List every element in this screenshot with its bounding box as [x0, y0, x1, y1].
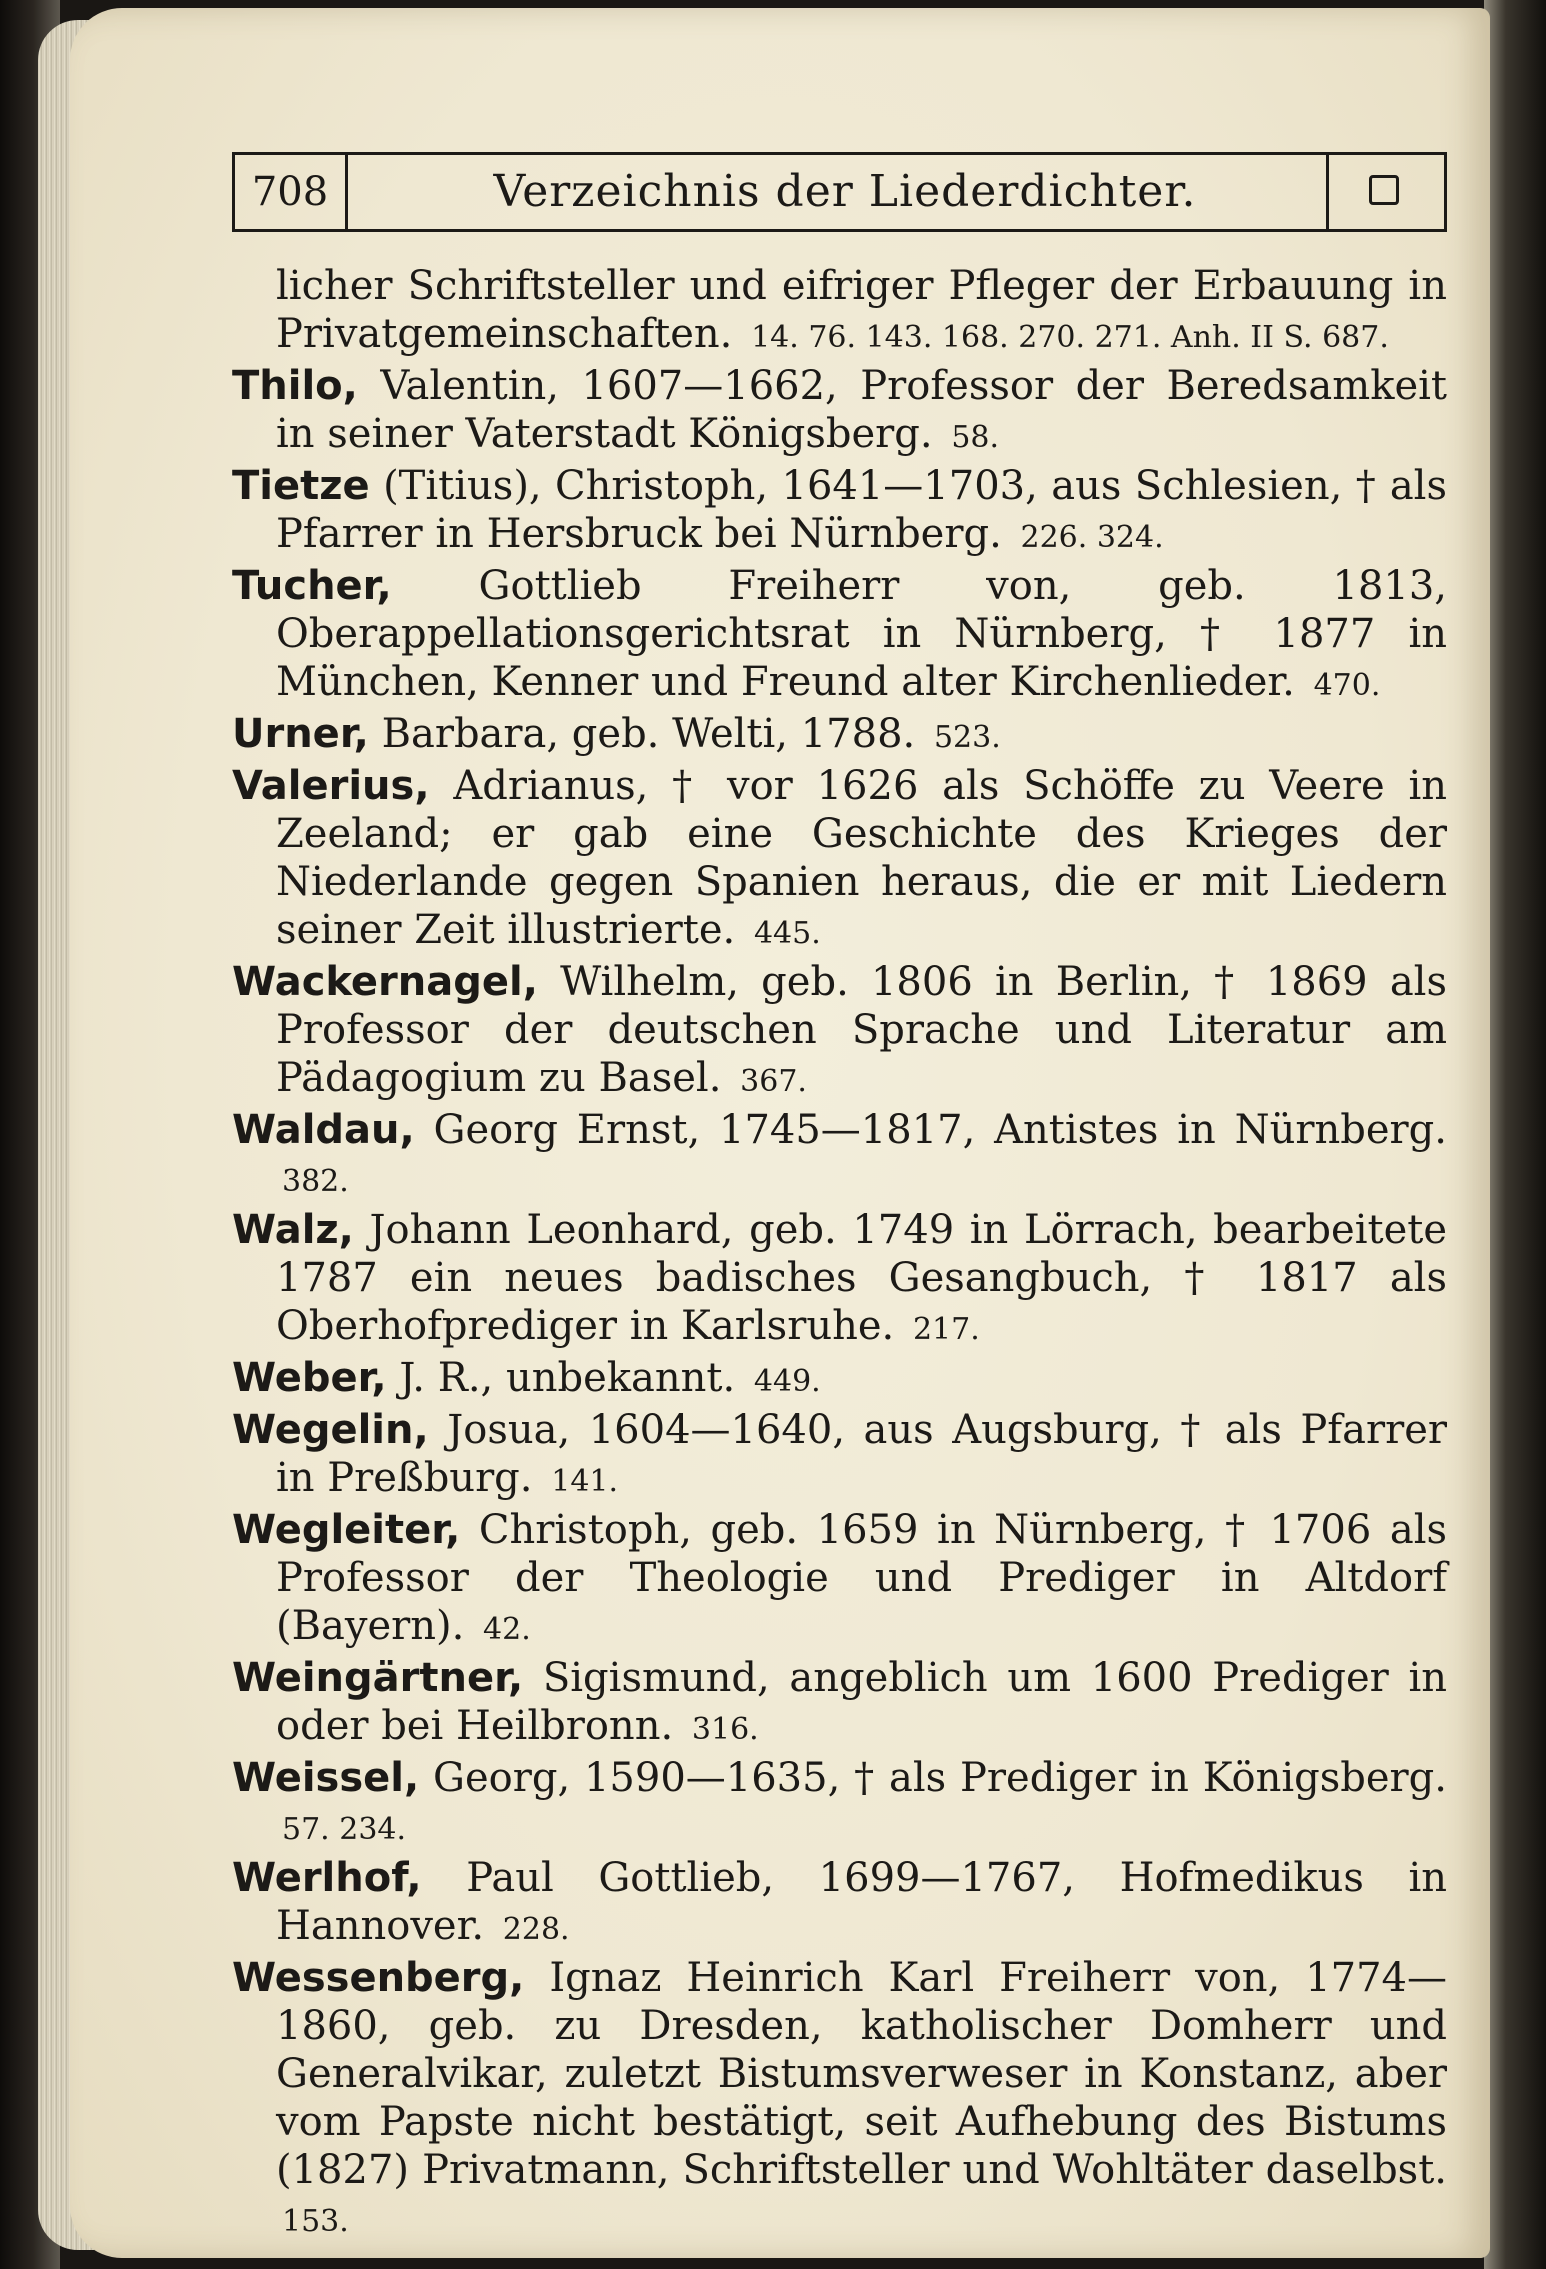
entry-text: Johann Leonhard, geb. 1749 in Lörrach, bearbeitete 1787 ein neues badisches Gesangbuch, † 1817 als Oberhofprediger in Karlsruhe.	[276, 1207, 1447, 1349]
entry-name: Thilo,	[232, 363, 358, 409]
entry-name: Tucher,	[232, 563, 392, 609]
entry-name: Weissel,	[232, 1755, 420, 1801]
index-content	[232, 262, 1447, 2246]
entry-refs: 58.	[951, 420, 1000, 455]
index-entry	[232, 958, 1447, 1106]
entry-refs: 141.	[551, 1464, 619, 1499]
entry-name: Weber,	[232, 1355, 387, 1401]
entry-text: Georg, 1590—1635, † als Prediger in Königsberg.	[433, 1755, 1447, 1801]
entry-name: Wackernagel,	[232, 959, 538, 1005]
entry-name: Valerius,	[232, 763, 430, 809]
continuation-entry	[232, 262, 1447, 362]
entry-text: (Titius), Christoph, 1641—1703, aus Schlesien, † als Pfarrer in Hersbruck bei Nürnberg.	[276, 463, 1447, 557]
page-number: 708	[235, 155, 348, 229]
entry-refs: 316.	[691, 1712, 759, 1747]
entry-text: Adrianus, † vor 1626 als Schöffe zu Veere in Zeeland; er gab eine Geschichte des Krieges der Niederlande gegen Spanien heraus, die er mit Liedern seiner Zeit illustrierte.	[276, 763, 1448, 953]
entry-text: Gottlieb Freiherr von, geb. 1813, Oberappellationsgerichtsrat in Nürnberg, † 1877 in München, Kenner und Freund alter Kirchenlieder.	[276, 563, 1448, 705]
entry-list	[232, 362, 1447, 2246]
entry-refs: 228.	[502, 1912, 570, 1947]
index-entry	[232, 1506, 1447, 1654]
entry-refs: 226. 324.	[1020, 520, 1164, 555]
entry-refs: 523.	[933, 720, 1001, 755]
entry-refs: 42.	[483, 1612, 531, 1647]
entry-text: Barbara, geb. Welti, 1788.	[381, 711, 916, 757]
entry-refs: 57. 234.	[282, 1812, 407, 1847]
entry-text: licher Schriftsteller und eifriger Pfleger der Erbauung in Privatgemeinschaften.	[276, 263, 1447, 357]
book-gutter	[1484, 0, 1546, 2269]
index-entry	[232, 710, 1447, 762]
index-entry	[232, 1754, 1447, 1854]
entry-text: Georg Ernst, 1745—1817, Antistes in Nürnberg.	[433, 1107, 1448, 1153]
index-entry	[232, 362, 1447, 462]
entry-name: Wegelin,	[232, 1407, 429, 1453]
entry-text: Ignaz Heinrich Karl Freiherr von, 1774—1860, geb. zu Dresden, katholischer Domherr und Generalvikar, zuletzt Bistumsverweser in Konstanz, aber vom Papste nicht bestätigt, seit Aufhebung des Bistums (1827) Privatmann, Schriftsteller und Wohltäter daselbst.	[276, 1955, 1448, 2193]
entry-text: Sigismund, angeblich um 1600 Prediger in oder bei Heilbronn.	[276, 1655, 1447, 1749]
index-entry	[232, 1206, 1447, 1354]
entry-name: Wegleiter,	[232, 1507, 461, 1553]
entry-name: Weingärtner,	[232, 1655, 524, 1701]
index-entry	[232, 562, 1447, 710]
square-icon	[1369, 175, 1399, 205]
entry-text: J. R., unbekannt.	[399, 1355, 736, 1401]
entry-refs: 382.	[282, 1164, 349, 1199]
entry-text: Valentin, 1607—1662, Professor der Beredsamkeit in seiner Vaterstadt Königsberg.	[276, 363, 1447, 457]
entry-text: Christoph, geb. 1659 in Nürnberg, † 1706 als Professor der Theologie und Prediger in Altdorf (Bayern).	[276, 1507, 1448, 1649]
entry-name: Waldau,	[232, 1107, 415, 1153]
entry-refs: 217.	[912, 1312, 980, 1347]
entry-text: Josua, 1604—1640, aus Augsburg, † als Pfarrer in Preßburg.	[276, 1407, 1447, 1501]
index-entry	[232, 1854, 1447, 1954]
entry-text: Paul Gottlieb, 1699—1767, Hofmedikus in Hannover.	[276, 1855, 1447, 1949]
entry-refs: 470.	[1313, 668, 1381, 703]
entry-refs: 153.	[282, 2204, 349, 2239]
index-entry	[232, 462, 1447, 562]
index-entry	[232, 1406, 1447, 1506]
index-entry	[232, 1106, 1447, 1206]
entry-refs: 449.	[753, 1364, 821, 1399]
entry-name: Tietze	[232, 463, 370, 509]
entry-name: Urner,	[232, 711, 369, 757]
entry-refs: 14. 76. 143. 168. 270. 271. Anh. II S. 687.	[751, 320, 1389, 355]
entry-text: Wilhelm, geb. 1806 in Berlin, † 1869 als Professor der deutschen Sprache und Literatur am Pädagogium zu Basel.	[276, 959, 1447, 1101]
running-title: Verzeichnis der Liederdichter.	[493, 166, 1197, 217]
index-entry	[232, 1654, 1447, 1754]
entry-name: Werlhof,	[232, 1855, 422, 1901]
index-entry	[232, 1954, 1447, 2246]
entry-name: Walz,	[232, 1207, 354, 1253]
index-entry	[232, 1354, 1447, 1406]
entry-name: Wessenberg,	[232, 1955, 525, 2001]
entry-refs: 367.	[740, 1064, 807, 1099]
page-header	[232, 152, 1447, 232]
index-entry	[232, 762, 1447, 958]
header-box	[1326, 155, 1444, 229]
entry-refs: 445.	[753, 916, 821, 951]
